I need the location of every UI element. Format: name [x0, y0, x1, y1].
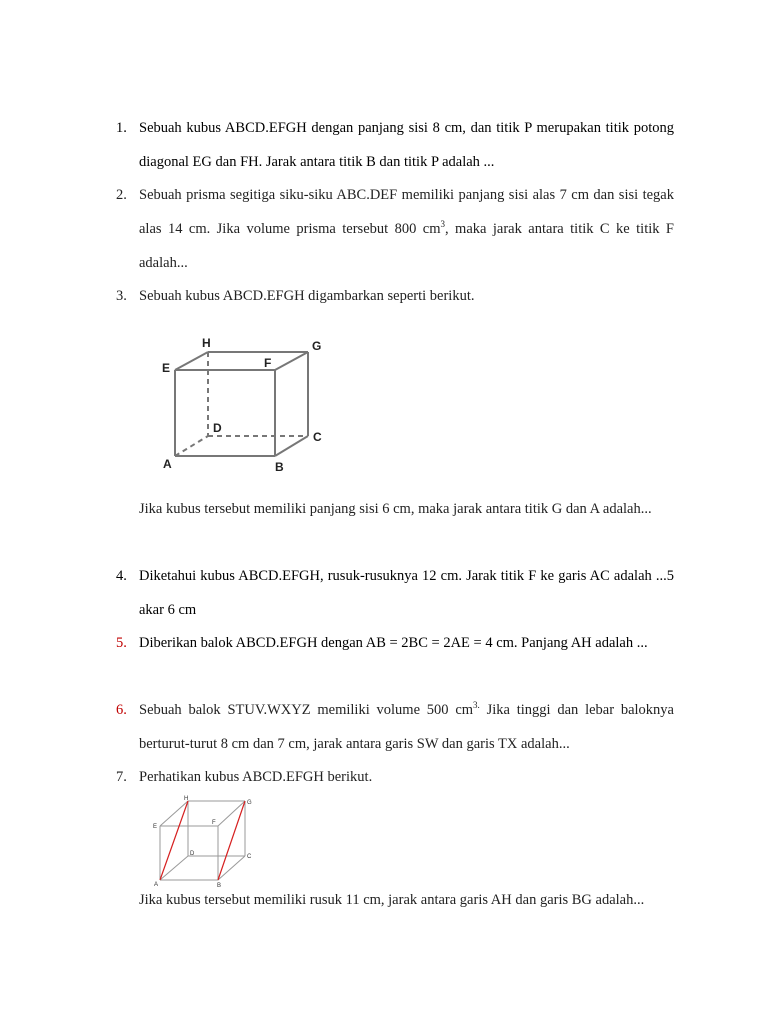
- question-text: Diberikan balok ABCD.EFGH dengan AB = 2BC = 2AE = 4 cm. Panjang AH adalah ...: [139, 635, 648, 651]
- cube-figure-1: [150, 330, 340, 481]
- question-5: [116, 626, 674, 660]
- question-number: 5.: [116, 635, 127, 651]
- vertex-label-d: D: [213, 421, 222, 435]
- question-4: [116, 559, 674, 627]
- vertex-label-a: A: [154, 882, 159, 888]
- vertex-label-c: C: [313, 430, 322, 444]
- question-6: [116, 693, 674, 761]
- question-text: Perhatikan kubus ABCD.EFGH berikut.: [139, 769, 373, 785]
- vertex-label-h: H: [184, 796, 189, 802]
- question-number: 3.: [116, 288, 127, 304]
- question-number: 2.: [116, 187, 127, 203]
- vertex-label-e: E: [153, 824, 158, 830]
- question-3-followup: [116, 492, 674, 526]
- question-text: Sebuah prisma segitiga siku-siku ABC.DEF memiliki panjang sisi alas 7 cm dan sisi tegak alas 14 cm. Jika volume prisma tersebut 800 $cm^3$, maka jarak antara titik C ke titik F adalah...: [139, 187, 674, 271]
- vertex-label-e: E: [162, 361, 171, 375]
- question-text: Sebuah kubus ABCD.EFGH dengan panjang sisi 8 cm, dan titik P merupakan titik potong diagonal EG dan FH. Jarak antara titik B dan titik P adalah ...: [139, 120, 674, 170]
- question-3: [116, 279, 674, 313]
- vertex-label-a: A: [163, 457, 172, 471]
- question-2: [116, 178, 674, 280]
- question-text: Jika kubus tersebut memiliki panjang sisi 6 cm, maka jarak antara titik G dan A adalah...: [139, 501, 652, 517]
- question-number: 6.: [116, 702, 127, 718]
- question-text: Jika kubus tersebut memiliki rusuk 11 cm, jarak antara garis AH dan garis BG adalah...: [139, 892, 645, 908]
- vertex-label-f: F: [264, 356, 272, 370]
- vertex-label-h: H: [202, 336, 211, 350]
- question-number: 4.: [116, 568, 127, 584]
- question-number: 1.: [116, 120, 127, 136]
- question-text: Diketahui kubus ABCD.EFGH, rusuk-rusuknya 12 cm. Jarak titik F ke garis AC adalah ...5 akar 6 cm: [139, 568, 674, 618]
- vertex-label-b: B: [217, 883, 222, 888]
- vertex-label-d: D: [190, 851, 195, 857]
- cube-figure-2: [150, 794, 262, 893]
- question-text: Sebuah kubus ABCD.EFGH digambarkan seperti berikut.: [139, 288, 475, 304]
- question-number: 7.: [116, 769, 127, 785]
- question-7: [116, 760, 674, 794]
- vertex-label-g: G: [312, 339, 322, 353]
- question-1: [116, 111, 674, 179]
- vertex-label-c: C: [247, 854, 252, 860]
- vertex-label-b: B: [275, 460, 284, 474]
- question-7-followup: [116, 890, 674, 910]
- question-text: Sebuah balok STUV.WXYZ memiliki volume 500 $cm^{3.}$ Jika tinggi dan lebar baloknya berturut-turut 8 cm dan 7 cm, jarak antara garis SW dan garis TX adalah...: [139, 700, 674, 752]
- vertex-label-g: G: [247, 800, 252, 806]
- vertex-label-f: F: [212, 820, 216, 826]
